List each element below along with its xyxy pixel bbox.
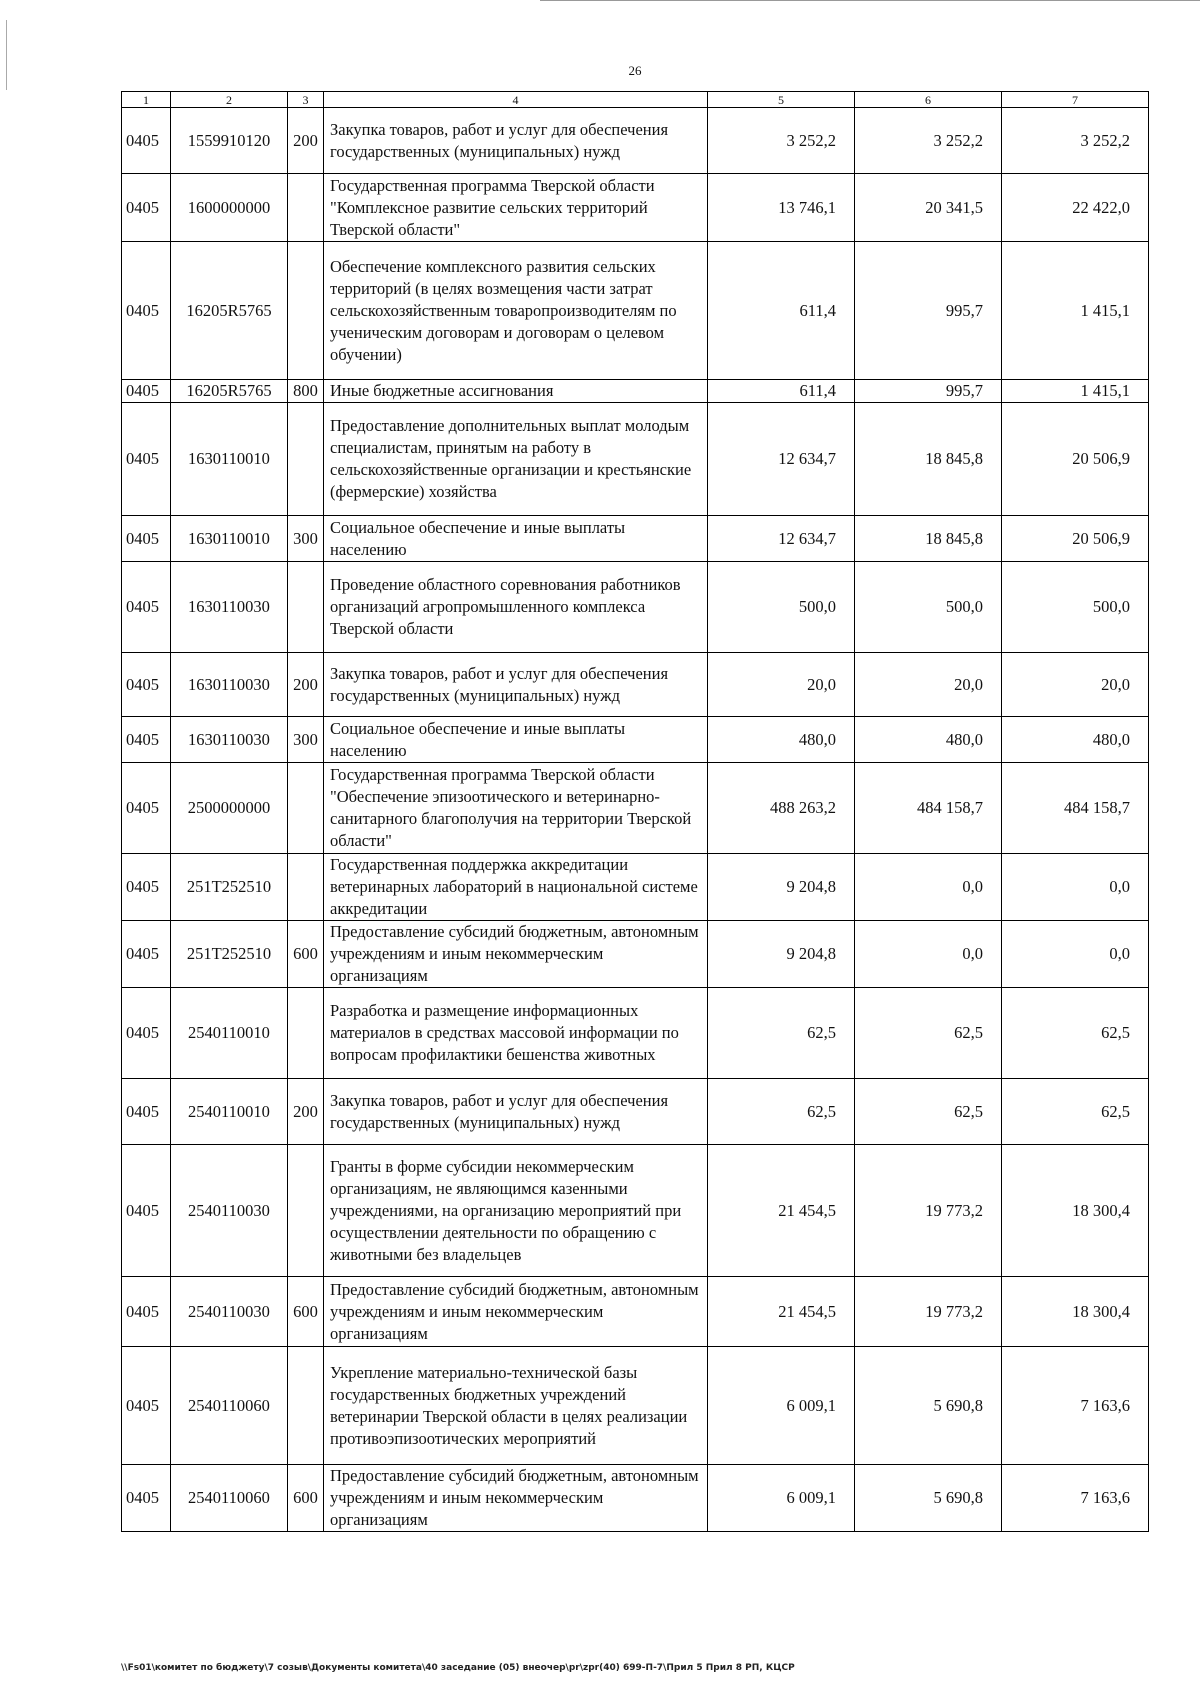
expense-type-cell: [288, 854, 324, 921]
description-cell: Социальное обеспечение и иные выплаты населению: [324, 717, 708, 763]
expense-type-cell: [288, 174, 324, 242]
target-code-cell: 1559910120: [171, 108, 288, 174]
table-row: [122, 763, 1149, 854]
amount-col5-cell: 611,4: [708, 380, 855, 403]
section-cell: 0405: [122, 1347, 171, 1465]
amount-col7-cell: 7 163,6: [1002, 1347, 1149, 1465]
section-cell: 0405: [122, 653, 171, 717]
target-code-cell: 16205R5765: [171, 380, 288, 403]
description-cell: Закупка товаров, работ и услуг для обеспечения государственных (муниципальных) нужд: [324, 108, 708, 174]
description-cell: Проведение областного соревнования работников организаций агропромышленного комплекса Тверской области: [324, 562, 708, 653]
amount-col5-cell: 62,5: [708, 1079, 855, 1145]
expense-type-cell: 200: [288, 108, 324, 174]
target-code-cell: 251Т252510: [171, 854, 288, 921]
amount-col5-cell: 12 634,7: [708, 403, 855, 516]
target-code-cell: 1630110030: [171, 717, 288, 763]
description-cell: Закупка товаров, работ и услуг для обеспечения государственных (муниципальных) нужд: [324, 653, 708, 717]
description-cell: Предоставление дополнительных выплат молодым специалистам, принятым на работу в сельскохозяйственные организации и крестьянские (фермерские) хозяйства: [324, 403, 708, 516]
amount-col6-cell: 484 158,7: [855, 763, 1002, 854]
amount-col6-cell: 18 845,8: [855, 516, 1002, 562]
table-row: [122, 380, 1149, 403]
amount-col6-cell: 5 690,8: [855, 1465, 1002, 1532]
amount-col6-cell: 995,7: [855, 380, 1002, 403]
amount-col7-cell: 0,0: [1002, 854, 1149, 921]
expense-type-cell: [288, 403, 324, 516]
expense-type-cell: 600: [288, 921, 324, 988]
amount-col5-cell: 21 454,5: [708, 1277, 855, 1347]
section-cell: 0405: [122, 1145, 171, 1277]
section-cell: 0405: [122, 174, 171, 242]
description-cell: Государственная поддержка аккредитации ветеринарных лабораторий в национальной системе аккредитации: [324, 854, 708, 921]
expense-type-cell: [288, 1145, 324, 1277]
description-cell: Гранты в форме субсидии некоммерческим организациям, не являющимся казенными учреждениями, на организацию мероприятий при осуществлении деятельности по обращению с животными без владельцев: [324, 1145, 708, 1277]
section-cell: 0405: [122, 1465, 171, 1532]
amount-col7-cell: 62,5: [1002, 988, 1149, 1079]
amount-col6-cell: 20,0: [855, 653, 1002, 717]
expense-type-cell: [288, 242, 324, 380]
expense-type-cell: [288, 988, 324, 1079]
table-row: [122, 921, 1149, 988]
target-code-cell: 1630110030: [171, 562, 288, 653]
amount-col5-cell: 62,5: [708, 988, 855, 1079]
description-cell: Закупка товаров, работ и услуг для обеспечения государственных (муниципальных) нужд: [324, 1079, 708, 1145]
amount-col7-cell: 484 158,7: [1002, 763, 1149, 854]
amount-col5-cell: 12 634,7: [708, 516, 855, 562]
amount-col6-cell: 62,5: [855, 988, 1002, 1079]
page-number: 26: [628, 63, 642, 78]
amount-col7-cell: 20 506,9: [1002, 403, 1149, 516]
amount-col6-cell: 20 341,5: [855, 174, 1002, 242]
target-code-cell: 1600000000: [171, 174, 288, 242]
description-cell: Предоставление субсидий бюджетным, автономным учреждениям и иным некоммерческим организациям: [324, 1277, 708, 1347]
table-row: [122, 1145, 1149, 1277]
amount-col5-cell: 21 454,5: [708, 1145, 855, 1277]
amount-col7-cell: 1 415,1: [1002, 380, 1149, 403]
amount-col7-cell: 500,0: [1002, 562, 1149, 653]
table-row: [122, 242, 1149, 380]
amount-col5-cell: 9 204,8: [708, 921, 855, 988]
section-cell: 0405: [122, 516, 171, 562]
expense-type-cell: 200: [288, 1079, 324, 1145]
amount-col6-cell: 0,0: [855, 921, 1002, 988]
expense-type-cell: 300: [288, 717, 324, 763]
table-row: [122, 108, 1149, 174]
amount-col7-cell: 1 415,1: [1002, 242, 1149, 380]
target-code-cell: 2500000000: [171, 763, 288, 854]
scan-top-edge: [540, 0, 1200, 1]
amount-col7-cell: 20 506,9: [1002, 516, 1149, 562]
expense-type-cell: 300: [288, 516, 324, 562]
header-col-4: 4: [324, 92, 708, 108]
amount-col7-cell: 22 422,0: [1002, 174, 1149, 242]
target-code-cell: 1630110030: [171, 653, 288, 717]
target-code-cell: 16205R5765: [171, 242, 288, 380]
description-cell: Укрепление материально-технической базы государственных бюджетных учреждений ветеринарии Тверской области в целях реализации противоэпизоотических мероприятий: [324, 1347, 708, 1465]
section-cell: 0405: [122, 380, 171, 403]
table-row: [122, 1465, 1149, 1532]
table-row: [122, 174, 1149, 242]
amount-col6-cell: 3 252,2: [855, 108, 1002, 174]
table-row: [122, 562, 1149, 653]
table-row: [122, 516, 1149, 562]
amount-col5-cell: 9 204,8: [708, 854, 855, 921]
description-cell: Государственная программа Тверской области "Комплексное развитие сельских территорий Тверской области": [324, 174, 708, 242]
section-cell: 0405: [122, 403, 171, 516]
amount-col5-cell: 3 252,2: [708, 108, 855, 174]
amount-col6-cell: 18 845,8: [855, 403, 1002, 516]
target-code-cell: 2540110030: [171, 1145, 288, 1277]
header-row: [122, 92, 1149, 108]
table-row: [122, 717, 1149, 763]
section-cell: 0405: [122, 717, 171, 763]
section-cell: 0405: [122, 242, 171, 380]
section-cell: 0405: [122, 1079, 171, 1145]
target-code-cell: 2540110060: [171, 1347, 288, 1465]
section-cell: 0405: [122, 921, 171, 988]
header-col-6: 6: [855, 92, 1002, 108]
header-col-2: 2: [171, 92, 288, 108]
section-cell: 0405: [122, 108, 171, 174]
target-code-cell: 2540110030: [171, 1277, 288, 1347]
file-path-footer: \\Fs01\комитет по бюджету\7 созыв\Документы комитета\40 заседание (05) внеочер\pr\zpr(40) 699-П-7\Прил 5 Прил 8 РП, КЦСР: [121, 1663, 795, 1673]
target-code-cell: 2540110010: [171, 1079, 288, 1145]
amount-col6-cell: 995,7: [855, 242, 1002, 380]
description-cell: Предоставление субсидий бюджетным, автономным учреждениям и иным некоммерческим организациям: [324, 1465, 708, 1532]
section-cell: 0405: [122, 1277, 171, 1347]
description-cell: Обеспечение комплексного развития сельских территорий (в целях возмещения части затрат сельскохозяйственным товаропроизводителям по ученическим договорам и договорам о целевом обучении): [324, 242, 708, 380]
amount-col6-cell: 19 773,2: [855, 1145, 1002, 1277]
target-code-cell: 2540110010: [171, 988, 288, 1079]
header-col-5: 5: [708, 92, 855, 108]
description-cell: Разработка и размещение информационных материалов в средствах массовой информации по вопросам профилактики бешенства животных: [324, 988, 708, 1079]
description-cell: Предоставление субсидий бюджетным, автономным учреждениям и иным некоммерческим организациям: [324, 921, 708, 988]
table-row: [122, 1277, 1149, 1347]
amount-col7-cell: 0,0: [1002, 921, 1149, 988]
section-cell: 0405: [122, 562, 171, 653]
description-cell: Социальное обеспечение и иные выплаты населению: [324, 516, 708, 562]
amount-col7-cell: 20,0: [1002, 653, 1149, 717]
amount-col7-cell: 480,0: [1002, 717, 1149, 763]
amount-col6-cell: 0,0: [855, 854, 1002, 921]
amount-col5-cell: 480,0: [708, 717, 855, 763]
header-col-3: 3: [288, 92, 324, 108]
header-col-1: 1: [122, 92, 171, 108]
amount-col6-cell: 19 773,2: [855, 1277, 1002, 1347]
amount-col6-cell: 500,0: [855, 562, 1002, 653]
amount-col7-cell: 7 163,6: [1002, 1465, 1149, 1532]
expense-type-cell: 200: [288, 653, 324, 717]
expense-type-cell: [288, 763, 324, 854]
expense-type-cell: [288, 562, 324, 653]
section-cell: 0405: [122, 854, 171, 921]
amount-col5-cell: 500,0: [708, 562, 855, 653]
section-cell: 0405: [122, 988, 171, 1079]
expense-type-cell: [288, 1347, 324, 1465]
amount-col6-cell: 62,5: [855, 1079, 1002, 1145]
scan-left-edge: [6, 20, 7, 90]
amount-col7-cell: 18 300,4: [1002, 1145, 1149, 1277]
target-code-cell: 251Т252510: [171, 921, 288, 988]
table-row: [122, 1079, 1149, 1145]
description-cell: Иные бюджетные ассигнования: [324, 380, 708, 403]
table-row: [122, 653, 1149, 717]
table-row: [122, 988, 1149, 1079]
amount-col6-cell: 480,0: [855, 717, 1002, 763]
amount-col5-cell: 611,4: [708, 242, 855, 380]
target-code-cell: 1630110010: [171, 516, 288, 562]
target-code-cell: 2540110060: [171, 1465, 288, 1532]
amount-col7-cell: 3 252,2: [1002, 108, 1149, 174]
expense-type-cell: 800: [288, 380, 324, 403]
expense-type-cell: 600: [288, 1277, 324, 1347]
table-row: [122, 854, 1149, 921]
expense-type-cell: 600: [288, 1465, 324, 1532]
amount-col5-cell: 20,0: [708, 653, 855, 717]
amount-col7-cell: 18 300,4: [1002, 1277, 1149, 1347]
description-cell: Государственная программа Тверской области "Обеспечение эпизоотического и ветеринарно-санитарного благополучия на территории Тверской области": [324, 763, 708, 854]
table-row: [122, 403, 1149, 516]
amount-col5-cell: 6 009,1: [708, 1347, 855, 1465]
amount-col5-cell: 13 746,1: [708, 174, 855, 242]
amount-col6-cell: 5 690,8: [855, 1347, 1002, 1465]
amount-col7-cell: 62,5: [1002, 1079, 1149, 1145]
table-row: [122, 1347, 1149, 1465]
amount-col5-cell: 6 009,1: [708, 1465, 855, 1532]
section-cell: 0405: [122, 763, 171, 854]
budget-table: [121, 91, 1149, 1532]
target-code-cell: 1630110010: [171, 403, 288, 516]
amount-col5-cell: 488 263,2: [708, 763, 855, 854]
header-col-7: 7: [1002, 92, 1149, 108]
